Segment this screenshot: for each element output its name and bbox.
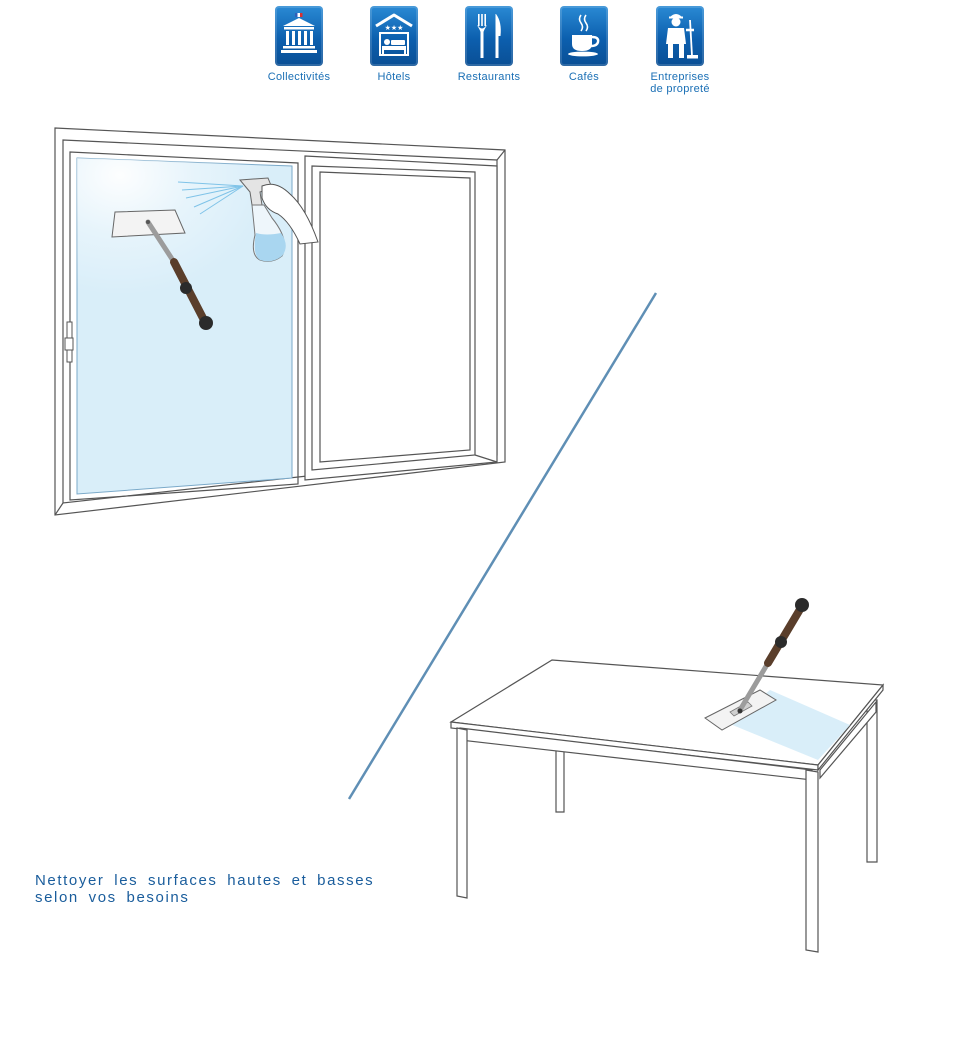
svg-text:★★★: ★★★: [384, 24, 404, 32]
caption-text: Nettoyer les surfaces hautes et basses selon vos besoins: [35, 872, 375, 906]
icon-label-restaurants: Restaurants: [457, 71, 521, 83]
icon-label-entreprises: Entreprises de propreté: [650, 71, 710, 95]
icon-label-collectivites: Collectivités: [267, 71, 331, 83]
icon-label-hotels: Hôtels: [377, 71, 411, 83]
table: [451, 660, 883, 952]
icon-label-cafes: Cafés: [568, 71, 600, 83]
